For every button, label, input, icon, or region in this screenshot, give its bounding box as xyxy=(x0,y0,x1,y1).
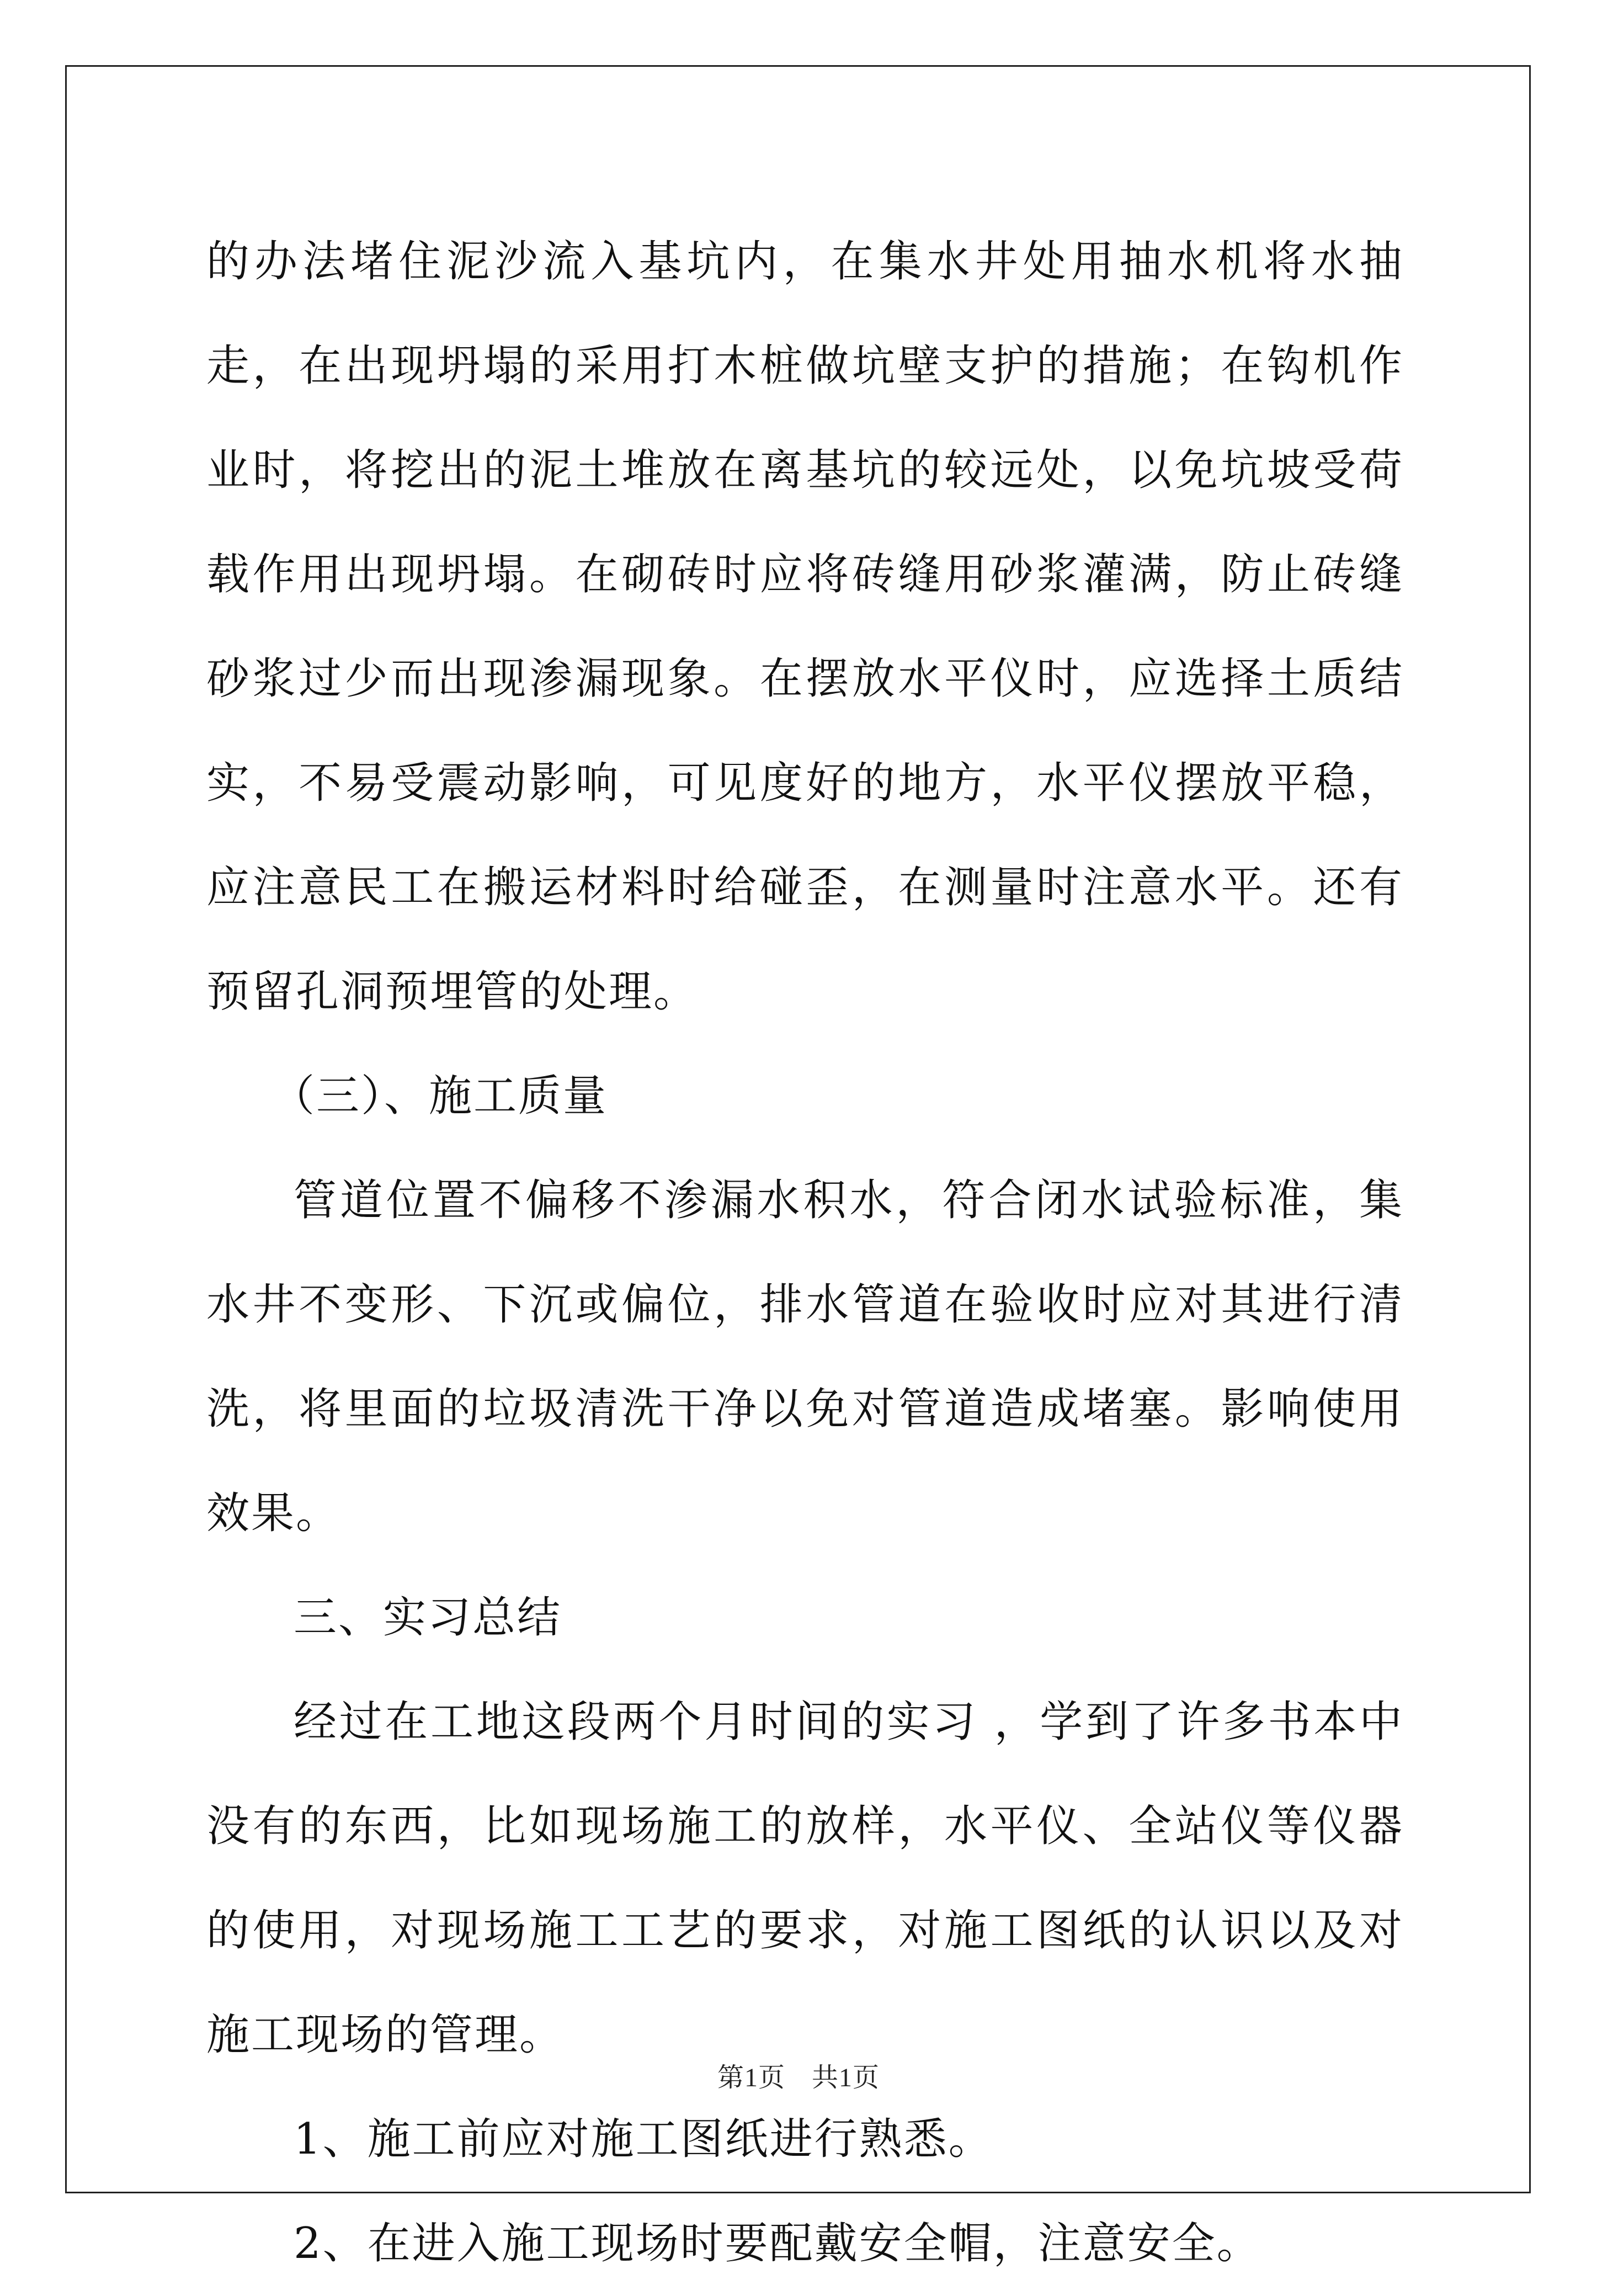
page-footer xyxy=(0,2056,1597,2094)
paragraph-continuation: 的办法堵住泥沙流入基坑内，在集水井处用抽水机将水抽走，在出现坍塌的采用打木桩做坑壁支护的措施；在钩机作业时，将挖出的泥土堆放在离基坑的较远处，以免坑坡受荷载作用出现坍塌。在砌砖时应将砖缝用砂浆灌满，防止砖缝砂浆过少而出现渗漏现象。在摆放水平仪时，应选择土质结实，不易受震动影响，可见度好的地方，水平仪摆放平稳，应注意民工在搬运材料时给碰歪，在测量时注意水平。还有预留孔洞预埋管的处理。 xyxy=(206,237,1404,1017)
paragraph-construction-quality: 管道位置不偏移不渗漏水积水，符合闭水试验标准，集水井不变形、下沉或偏位，排水管道在验收时应对其进行清洗，将里面的垃圾清洗干净以免对管道造成堵塞。影响使用效果。 xyxy=(206,1176,1404,1538)
document-body xyxy=(206,210,1404,2296)
section-heading-construction-quality: （三）、施工质量 xyxy=(272,1071,608,1121)
paragraph-internship-summary: 经过在工地这段两个月时间的实习 ，学到了许多书本中没有的东西，比如现场施工的放样，水平仪、全站仪等仪器的使用，对现场施工工艺的要求，对施工图纸的认识以及对施工现场的管理。 xyxy=(206,1697,1404,2060)
list-item-2: 2、在进入施工现场时要配戴安全帽，注意安全。 xyxy=(294,2219,1261,2268)
section-heading-internship-summary: 三、实习总结 xyxy=(294,1593,562,1643)
list-item-1: 1、施工前应对施工图纸进行熟悉。 xyxy=(294,2114,993,2164)
page-number-total: 共1页 xyxy=(812,2063,880,2092)
page-number-current: 第1页 xyxy=(717,2063,785,2092)
